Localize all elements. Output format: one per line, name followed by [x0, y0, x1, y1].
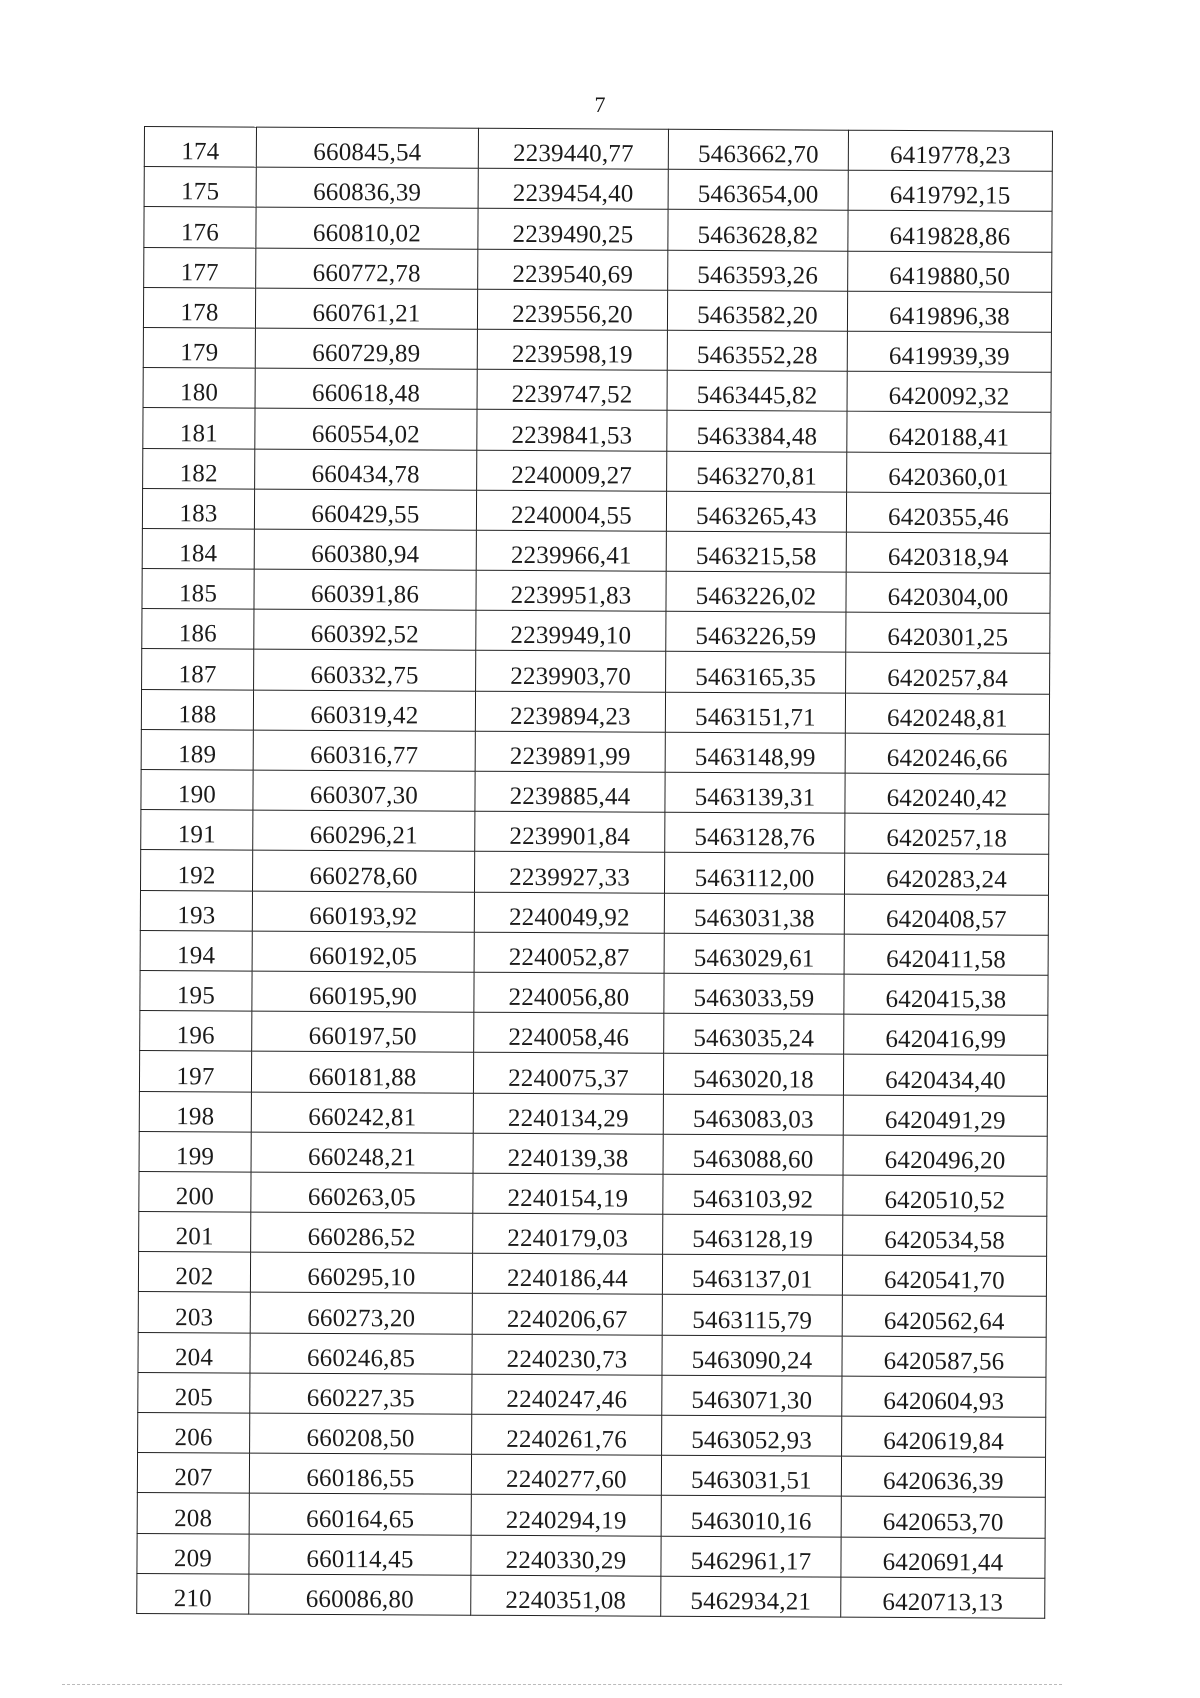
coord-y1-cell: 2239891,99	[475, 731, 665, 772]
coordinates-table-body	[137, 127, 1053, 1619]
coord-y2-cell: 6419939,39	[847, 331, 1051, 372]
coord-y2-cell: 6419880,50	[848, 251, 1052, 292]
coord-x1-cell: 660391,86	[254, 569, 476, 610]
coord-y2-cell: 6420318,94	[846, 532, 1050, 573]
coord-x1-cell: 660810,02	[256, 207, 478, 248]
point-number-cell: 187	[142, 649, 254, 690]
point-number-cell: 181	[143, 408, 255, 449]
point-number-cell: 177	[144, 247, 256, 288]
coord-x2-cell: 5463151,71	[665, 692, 845, 733]
point-number-cell: 175	[144, 167, 256, 208]
coord-x1-cell: 660227,35	[250, 1373, 472, 1414]
coord-y2-cell: 6420491,29	[843, 1095, 1047, 1136]
coord-x1-cell: 660192,05	[252, 931, 474, 972]
coord-x1-cell: 660316,77	[253, 730, 475, 771]
coord-x1-cell: 660380,94	[254, 529, 476, 570]
coord-x1-cell: 660296,21	[253, 810, 475, 851]
table-row	[144, 127, 1052, 172]
point-number-cell: 190	[141, 769, 253, 810]
table-row	[140, 970, 1048, 1015]
table-row	[137, 1573, 1045, 1618]
point-number-cell: 202	[138, 1252, 250, 1293]
table-row	[142, 609, 1050, 654]
table-row	[142, 649, 1050, 694]
point-number-cell: 183	[142, 488, 254, 529]
table-row	[143, 327, 1051, 372]
coord-y2-cell: 6420541,70	[842, 1255, 1046, 1296]
table-row	[141, 769, 1049, 814]
coord-x2-cell: 5463445,82	[667, 370, 847, 411]
coord-y1-cell: 2239540,69	[478, 249, 668, 290]
coord-x2-cell: 5463270,81	[667, 451, 847, 492]
coord-y2-cell: 6419828,86	[848, 211, 1052, 252]
coord-x2-cell: 5463083,03	[663, 1094, 843, 1135]
page-number: 7	[594, 92, 606, 117]
coord-y1-cell: 2240261,76	[472, 1414, 662, 1455]
coord-x1-cell: 660319,42	[253, 690, 475, 731]
point-number-cell: 210	[137, 1573, 249, 1614]
point-number-cell: 180	[143, 368, 255, 409]
table-row	[139, 1091, 1047, 1136]
coord-y2-cell: 6420248,81	[845, 693, 1049, 734]
point-number-cell: 188	[141, 689, 253, 730]
coord-y1-cell: 2240230,73	[472, 1334, 662, 1375]
point-number-cell: 206	[138, 1412, 250, 1453]
coord-x1-cell: 660392,52	[254, 609, 476, 650]
table-row	[144, 247, 1052, 292]
point-number-cell: 203	[138, 1292, 250, 1333]
table-row	[138, 1412, 1046, 1457]
table-row	[141, 689, 1049, 734]
point-number-cell: 184	[142, 528, 254, 569]
coord-y2-cell: 6420283,24	[844, 854, 1048, 895]
coord-y2-cell: 6420415,38	[844, 974, 1048, 1015]
coord-x2-cell: 5463128,76	[665, 812, 845, 853]
coord-x2-cell: 5463265,43	[666, 491, 846, 532]
coord-y1-cell: 2240004,55	[476, 490, 666, 531]
table-row	[138, 1372, 1046, 1417]
coord-y1-cell: 2239894,23	[475, 691, 665, 732]
coord-y2-cell: 6420691,44	[841, 1537, 1045, 1578]
coord-y2-cell: 6420257,84	[846, 653, 1050, 694]
coord-y2-cell: 6420604,93	[842, 1376, 1046, 1417]
coord-x1-cell: 660114,45	[249, 1534, 471, 1575]
point-number-cell: 192	[140, 850, 252, 891]
coord-y1-cell: 2239841,53	[477, 410, 667, 451]
coord-x1-cell: 660208,50	[250, 1413, 472, 1454]
coord-y1-cell: 2240206,67	[472, 1294, 662, 1335]
point-number-cell: 195	[140, 970, 252, 1011]
coord-y1-cell: 2239903,70	[476, 651, 666, 692]
table-row	[142, 528, 1050, 573]
coord-x1-cell: 660618,48	[255, 368, 477, 409]
coord-y1-cell: 2239927,33	[474, 852, 664, 893]
coord-x1-cell: 660242,81	[251, 1092, 473, 1133]
point-number-cell: 204	[138, 1332, 250, 1373]
coord-x2-cell: 5463137,01	[662, 1254, 842, 1295]
coord-y1-cell: 2239901,84	[475, 811, 665, 852]
coord-x2-cell: 5463035,24	[664, 1013, 844, 1054]
table-row	[139, 1212, 1047, 1257]
coord-x1-cell: 660195,90	[252, 971, 474, 1012]
coord-x2-cell: 5463103,92	[663, 1174, 843, 1215]
coord-y2-cell: 6420240,42	[845, 773, 1049, 814]
table-row	[142, 569, 1050, 614]
coord-y2-cell: 6420562,64	[842, 1296, 1046, 1337]
table-row	[137, 1493, 1045, 1538]
table-row	[142, 488, 1050, 533]
coord-y1-cell: 2240277,60	[471, 1454, 661, 1495]
coord-y2-cell: 6420360,01	[847, 452, 1051, 493]
table-row	[138, 1292, 1046, 1337]
point-number-cell: 205	[138, 1372, 250, 1413]
point-number-cell: 185	[142, 569, 254, 610]
coord-x2-cell: 5463215,58	[666, 531, 846, 572]
coord-x2-cell: 5463033,59	[664, 973, 844, 1014]
table-row	[140, 890, 1048, 935]
coord-x2-cell: 5462934,21	[661, 1576, 841, 1617]
coord-y1-cell: 2240049,92	[474, 892, 664, 933]
point-number-cell: 182	[143, 448, 255, 489]
coord-x2-cell: 5463112,00	[664, 853, 844, 894]
coord-x2-cell: 5463148,99	[665, 732, 845, 773]
coord-x2-cell: 5463031,38	[664, 893, 844, 934]
coord-x2-cell: 5463128,19	[663, 1214, 843, 1255]
point-number-cell: 208	[137, 1493, 249, 1534]
coord-x2-cell: 5463384,48	[667, 411, 847, 452]
table-row	[140, 850, 1048, 895]
coord-x2-cell: 5463052,93	[662, 1415, 842, 1456]
coord-y2-cell: 6420416,99	[844, 1014, 1048, 1055]
coord-x2-cell: 5463088,60	[663, 1134, 843, 1175]
coord-x1-cell: 660181,88	[251, 1051, 473, 1092]
table-row	[143, 448, 1051, 493]
footer-divider	[62, 1684, 1062, 1685]
table-row	[143, 287, 1051, 332]
coord-x1-cell: 660286,52	[251, 1212, 473, 1253]
coord-y2-cell: 6420496,20	[843, 1135, 1047, 1176]
coord-y1-cell: 2240052,87	[474, 932, 664, 973]
coord-y2-cell: 6420355,46	[846, 492, 1050, 533]
point-number-cell: 200	[139, 1171, 251, 1212]
table-row	[141, 729, 1049, 774]
coord-x2-cell: 5463226,02	[666, 571, 846, 612]
point-number-cell: 178	[143, 287, 255, 328]
coord-y2-cell: 6420257,18	[845, 813, 1049, 854]
point-number-cell: 189	[141, 729, 253, 770]
coord-y1-cell: 2240247,46	[472, 1374, 662, 1415]
point-number-cell: 199	[139, 1131, 251, 1172]
table-row	[143, 368, 1051, 413]
coord-y1-cell: 2239598,19	[477, 329, 667, 370]
table-row	[144, 167, 1052, 212]
coord-y1-cell: 2239747,52	[477, 369, 667, 410]
coord-x2-cell: 5463654,00	[668, 169, 848, 210]
table-row	[144, 207, 1052, 252]
table-row	[140, 1011, 1048, 1056]
coord-y2-cell: 6419778,23	[848, 130, 1052, 171]
point-number-cell: 179	[143, 327, 255, 368]
coord-y1-cell: 2239885,44	[475, 771, 665, 812]
table-row	[141, 810, 1049, 855]
point-number-cell: 193	[140, 890, 252, 931]
coord-x1-cell: 660429,55	[254, 489, 476, 530]
coord-x2-cell: 5463582,20	[667, 290, 847, 331]
coord-y1-cell: 2239490,25	[478, 209, 668, 250]
coord-x1-cell: 660729,89	[255, 328, 477, 369]
coord-x2-cell: 5463071,30	[662, 1375, 842, 1416]
coord-x2-cell: 5463020,18	[663, 1054, 843, 1095]
coord-x1-cell: 660164,65	[249, 1493, 471, 1534]
coord-x2-cell: 5463029,61	[664, 933, 844, 974]
coord-y1-cell: 2239454,40	[478, 168, 668, 209]
coord-y1-cell: 2240139,38	[473, 1133, 663, 1174]
table-row	[138, 1332, 1046, 1377]
coord-x2-cell: 5463010,16	[661, 1496, 841, 1537]
table-row	[139, 1051, 1047, 1096]
coord-x1-cell: 660273,20	[250, 1293, 472, 1334]
coord-y1-cell: 2240058,46	[474, 1012, 664, 1053]
table-row	[139, 1131, 1047, 1176]
point-number-cell: 209	[137, 1533, 249, 1574]
coord-y1-cell: 2239949,10	[476, 610, 666, 651]
coord-x1-cell: 660434,78	[255, 449, 477, 490]
coord-x1-cell: 660193,92	[252, 891, 474, 932]
coord-y2-cell: 6420411,58	[844, 934, 1048, 975]
coord-y1-cell: 2239951,83	[476, 570, 666, 611]
coord-x2-cell: 5463139,31	[665, 772, 845, 813]
coord-y1-cell: 2240154,19	[473, 1173, 663, 1214]
coord-x2-cell: 5462961,17	[661, 1536, 841, 1577]
point-number-cell: 196	[140, 1011, 252, 1052]
coord-y2-cell: 6420619,84	[842, 1416, 1046, 1457]
coord-x1-cell: 660246,85	[250, 1333, 472, 1374]
coord-y2-cell: 6420301,25	[846, 612, 1050, 653]
coord-x2-cell: 5463031,51	[661, 1455, 841, 1496]
table-row	[138, 1252, 1046, 1297]
table-row	[140, 930, 1048, 975]
coord-y1-cell: 2239556,20	[477, 289, 667, 330]
coord-x1-cell: 660186,55	[249, 1453, 471, 1494]
point-number-cell: 201	[139, 1212, 251, 1253]
coord-y1-cell: 2240134,29	[473, 1093, 663, 1134]
coord-y2-cell: 6420246,66	[845, 733, 1049, 774]
coord-x1-cell: 660845,54	[256, 127, 478, 168]
table-row	[137, 1533, 1045, 1578]
coord-y2-cell: 6420092,32	[847, 371, 1051, 412]
coord-y2-cell: 6420408,57	[844, 894, 1048, 935]
coord-y2-cell: 6420653,70	[841, 1497, 1045, 1538]
coordinates-table	[136, 126, 1053, 1619]
point-number-cell: 191	[141, 810, 253, 851]
table-row	[137, 1453, 1045, 1498]
coord-y1-cell: 2240330,29	[471, 1535, 661, 1576]
coord-y1-cell: 2240351,08	[471, 1575, 661, 1616]
coord-x1-cell: 660332,75	[254, 650, 476, 691]
coord-x2-cell: 5463552,28	[667, 330, 847, 371]
coord-y2-cell: 6420636,39	[841, 1456, 1045, 1497]
coord-x2-cell: 5463628,82	[668, 210, 848, 251]
coord-x1-cell: 660772,78	[256, 248, 478, 289]
coord-x2-cell: 5463165,35	[666, 652, 846, 693]
coord-y2-cell: 6420510,52	[843, 1175, 1047, 1216]
coord-x1-cell: 660307,30	[253, 770, 475, 811]
coord-x1-cell: 660263,05	[251, 1172, 473, 1213]
coord-y1-cell: 2240056,80	[474, 972, 664, 1013]
coord-x1-cell: 660836,39	[256, 167, 478, 208]
coord-y2-cell: 6420434,40	[843, 1054, 1047, 1095]
coord-x2-cell: 5463662,70	[668, 129, 848, 170]
point-number-cell: 207	[137, 1453, 249, 1494]
coord-y2-cell: 6420713,13	[841, 1577, 1045, 1618]
point-number-cell: 186	[142, 609, 254, 650]
coord-x1-cell: 660086,80	[249, 1574, 471, 1615]
coord-y1-cell: 2240186,44	[472, 1253, 662, 1294]
coord-x2-cell: 5463115,79	[662, 1295, 842, 1336]
coord-y2-cell: 6420304,00	[846, 572, 1050, 613]
point-number-cell: 194	[140, 930, 252, 971]
table-row	[139, 1171, 1047, 1216]
coord-y2-cell: 6420587,56	[842, 1336, 1046, 1377]
point-number-cell: 198	[139, 1091, 251, 1132]
point-number-cell: 197	[139, 1051, 251, 1092]
coord-y1-cell: 2239440,77	[478, 128, 668, 169]
coord-y2-cell: 6420534,58	[843, 1215, 1047, 1256]
coord-y1-cell: 2240075,37	[473, 1053, 663, 1094]
coord-x1-cell: 660761,21	[255, 288, 477, 329]
coord-x1-cell: 660248,21	[251, 1132, 473, 1173]
coord-y2-cell: 6419792,15	[848, 170, 1052, 211]
coord-x1-cell: 660554,02	[255, 408, 477, 449]
coord-x1-cell: 660278,60	[252, 850, 474, 891]
coord-y2-cell: 6420188,41	[847, 411, 1051, 452]
coord-y1-cell: 2240009,27	[477, 450, 667, 491]
coord-y1-cell: 2240294,19	[471, 1495, 661, 1536]
coord-y1-cell: 2239966,41	[476, 530, 666, 571]
coord-x1-cell: 660295,10	[250, 1252, 472, 1293]
point-number-cell: 176	[144, 207, 256, 248]
point-number-cell: 174	[144, 127, 256, 168]
coord-x1-cell: 660197,50	[252, 1011, 474, 1052]
table-row	[143, 408, 1051, 453]
coord-x2-cell: 5463090,24	[662, 1335, 842, 1376]
coord-x2-cell: 5463593,26	[668, 250, 848, 291]
coord-y1-cell: 2240179,03	[473, 1213, 663, 1254]
coord-x2-cell: 5463226,59	[666, 611, 846, 652]
coord-y2-cell: 6419896,38	[847, 291, 1051, 332]
